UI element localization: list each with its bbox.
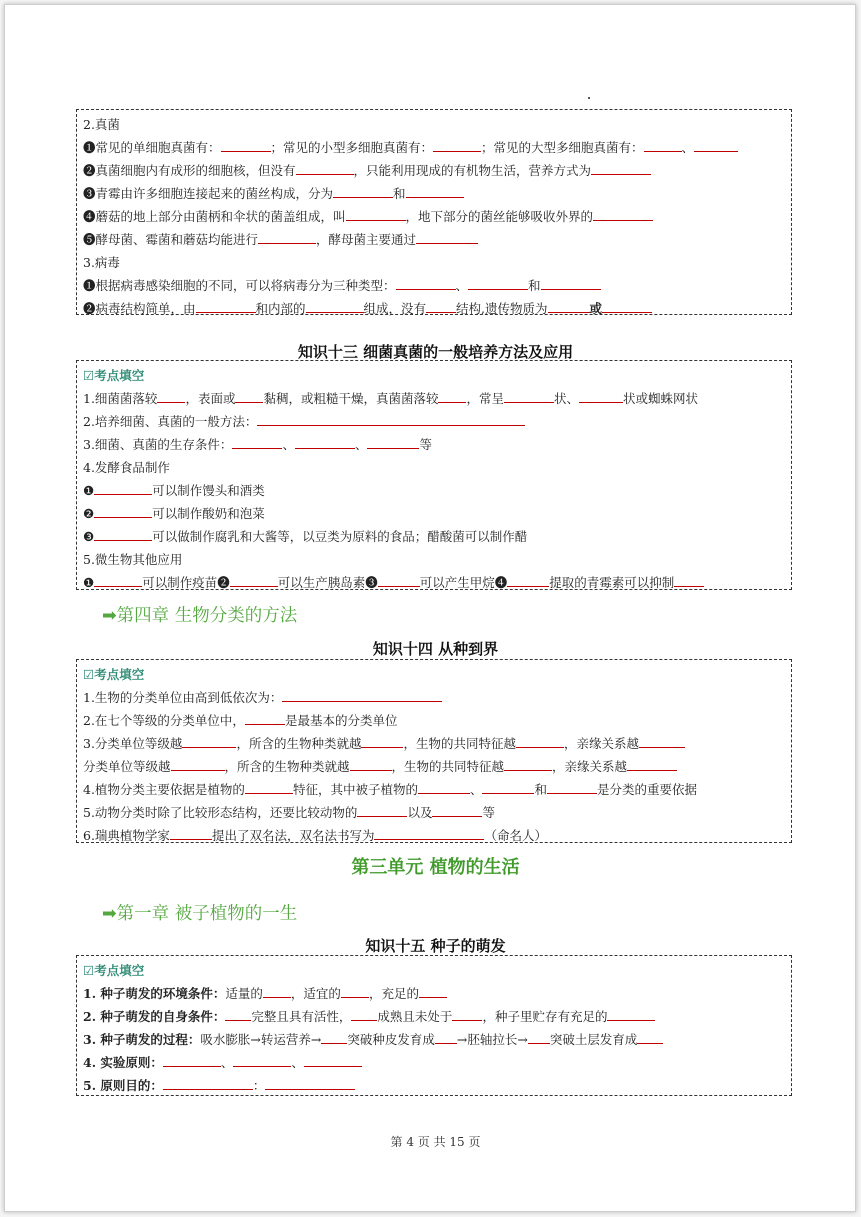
answer-blank (94, 480, 152, 495)
knowledge-13-box (76, 360, 792, 590)
answer-blank (406, 183, 464, 198)
fungi-virus-box (76, 109, 792, 315)
answer-blank (94, 572, 142, 587)
answer-blank (350, 756, 392, 771)
k13-line-8: 5.微生物其他应用 (83, 552, 183, 567)
answer-blank (225, 1006, 251, 1021)
answer-blank (296, 160, 354, 175)
virus-line-2: ❷病毒结构简单，由 和内部的 组成，没有 结构,遗传物质为 或 (83, 297, 785, 320)
knowledge-15-box (76, 955, 792, 1096)
answer-blank (507, 572, 549, 587)
k13-line-6: ❷ 可以制作酸奶和泡菜 (83, 502, 785, 525)
answer-blank (245, 710, 285, 725)
answer-blank (396, 275, 456, 290)
fungi-line-5: ❺酵母菌、霉菌和蘑菇均能进行 ，酵母菌主要通过 (83, 228, 785, 251)
k14-line-1: 1.生物的分类单位由高到低依次为： (83, 686, 785, 709)
knowledge-14-heading: 知识十四 从种到界 (372, 640, 499, 658)
k13-line-9: ❶ 可以制作疫苗❷ 可以生产胰岛素❸ 可以产生甲烷❹ 提取的青霉素可以抑制 (83, 571, 785, 594)
answer-blank (94, 503, 152, 518)
answer-blank (637, 1029, 663, 1044)
knowledge-15-heading: 知识十五 种子的萌发 (365, 937, 506, 955)
answer-blank (639, 733, 685, 748)
answer-blank (232, 434, 282, 449)
answer-blank (433, 137, 481, 152)
fungi-line-1: ❶常见的单细胞真菌有： ；常见的小型多细胞真菌有： ；常见的大型多细胞真菌有： 、 (83, 136, 785, 159)
k14-line-3: 3.分类单位等级越 ，所含的生物种类就越 ，生物的共同特征越 ，亲缘关系越 (83, 732, 785, 755)
k14-line-6: 5.动物分类时除了比较形态结构，还要比较动物的 以及 等 (83, 801, 785, 824)
fungi-title: 2.真菌 (83, 117, 120, 132)
k13-line-4: 4.发酵食品制作 (83, 460, 170, 475)
fill-blank-tag: ☑考点填空 (83, 368, 145, 383)
unit-3-title: 第三单元 植物的生活 (351, 857, 520, 878)
answer-blank (230, 572, 278, 587)
fungi-line-4: ❹蘑菇的地上部分由菌柄和伞状的菌盖组成，叫 ，地下部分的菌丝能够吸收外界的 (83, 205, 785, 228)
answer-blank (516, 733, 564, 748)
answer-blank (374, 825, 484, 840)
answer-blank (593, 206, 653, 221)
answer-blank (591, 160, 651, 175)
answer-blank (452, 1006, 482, 1021)
answer-blank (341, 983, 369, 998)
answer-blank (602, 298, 652, 313)
k15-line-2: 2. 种子萌发的自身条件： 完整且具有活性， 成熟且未处于 ，种子里贮存有充足的 (83, 1005, 785, 1028)
k15-line-4: 4. 实验原则： 、 、 (83, 1051, 785, 1074)
answer-blank (182, 733, 236, 748)
answer-blank (245, 779, 293, 794)
answer-blank (157, 388, 185, 403)
answer-blank (504, 756, 552, 771)
answer-blank (579, 388, 623, 403)
answer-blank (171, 756, 225, 771)
k13-line-7: ❸ 可以做制作腐乳和大酱等，以豆类为原料的食品；醋酸菌可以制作醋 (83, 525, 785, 548)
answer-blank (378, 572, 420, 587)
virus-line-1: ❶根据病毒感染细胞的不同，可以将病毒分为三种类型： 、 和 (83, 274, 785, 297)
answer-blank (321, 1029, 347, 1044)
answer-blank (346, 206, 406, 221)
answer-blank (357, 802, 407, 817)
k13-line-1: 1.细菌菌落较 ，表面或 黏稠，或粗糙干燥，真菌菌落较 ，常呈 状、 状或蜘蛛网状 (83, 387, 785, 410)
page-number-footer: 第 4 页 共 15 页 (390, 1135, 481, 1149)
fill-blank-tag: ☑考点填空 (83, 667, 145, 682)
answer-blank (196, 298, 256, 313)
answer-blank (482, 779, 534, 794)
answer-blank (351, 1006, 377, 1021)
speck (588, 97, 590, 99)
fill-blank-tag: ☑考点填空 (83, 963, 145, 978)
k13-line-2: 2.培养细菌、真菌的一般方法： (83, 410, 785, 433)
answer-blank (547, 779, 597, 794)
answer-blank (263, 983, 291, 998)
answer-blank (94, 526, 152, 541)
answer-blank (419, 983, 447, 998)
k15-line-5: 5. 原则目的： ： (83, 1074, 785, 1097)
answer-blank (548, 298, 590, 313)
answer-blank (221, 137, 271, 152)
fungi-line-2: ❷真菌细胞内有成形的细胞核，但没有 ，只能利用现成的有机物生活，营养方式为 (83, 159, 785, 182)
answer-blank (333, 183, 393, 198)
answer-blank (416, 229, 478, 244)
answer-blank (541, 275, 601, 290)
k14-line-2: 2.在七个等级的分类单位中， 是最基本的分类单位 (83, 709, 785, 732)
answer-blank (170, 825, 212, 840)
answer-blank (163, 1052, 221, 1067)
k15-line-1: 1. 种子萌发的环境条件：适量的 ，适宜的 ，充足的 (83, 982, 785, 1005)
answer-blank (426, 298, 456, 313)
knowledge-13-heading: 知识十三 细菌真菌的一般培养方法及应用 (297, 343, 574, 361)
answer-blank (694, 137, 738, 152)
answer-blank (282, 687, 442, 702)
k14-line-7: 6.瑞典植物学家 提出了双名法，双名法书写为 （命名人） (83, 824, 785, 847)
answer-blank (432, 802, 482, 817)
answer-blank (235, 388, 263, 403)
answer-blank (257, 411, 525, 426)
answer-blank (233, 1052, 291, 1067)
answer-blank (258, 229, 316, 244)
answer-blank (674, 572, 704, 587)
fungi-line-3: ❸青霉由许多细胞连接起来的菌丝构成，分为 和 (83, 182, 785, 205)
answer-blank (607, 1006, 655, 1021)
answer-blank (361, 733, 403, 748)
answer-blank (504, 388, 554, 403)
answer-blank (438, 388, 466, 403)
k14-line-5: 4.植物分类主要依据是植物的 特征，其中被子植物的 、 和 是分类的重要依据 (83, 778, 785, 801)
k15-line-3: 3. 种子萌发的过程：吸水膨胀→转运营养→ 突破种皮发育成 →胚轴拉长→ 突破土层发育成 (83, 1028, 785, 1051)
virus-title: 3.病毒 (83, 255, 120, 270)
answer-blank (528, 1029, 550, 1044)
answer-blank (295, 434, 355, 449)
k13-line-3: 3.细菌、真菌的生存条件： 、 、 等 (83, 433, 785, 456)
answer-blank (644, 137, 682, 152)
answer-blank (435, 1029, 457, 1044)
knowledge-14-box (76, 659, 792, 843)
answer-blank (367, 434, 419, 449)
answer-blank (163, 1075, 253, 1090)
answer-blank (627, 756, 677, 771)
answer-blank (265, 1075, 355, 1090)
answer-blank (468, 275, 528, 290)
answer-blank (304, 1052, 362, 1067)
k14-line-4: 分类单位等级越 ，所含的生物种类就越 ，生物的共同特征越 ，亲缘关系越 (83, 755, 785, 778)
document-page (4, 4, 856, 1212)
chapter-4-title: ➡第四章 生物分类的方法 (102, 606, 298, 626)
chapter-1-title: ➡第一章 被子植物的一生 (102, 904, 298, 924)
k13-line-5: ❶ 可以制作馒头和酒类 (83, 479, 785, 502)
answer-blank (306, 298, 364, 313)
answer-blank (418, 779, 470, 794)
